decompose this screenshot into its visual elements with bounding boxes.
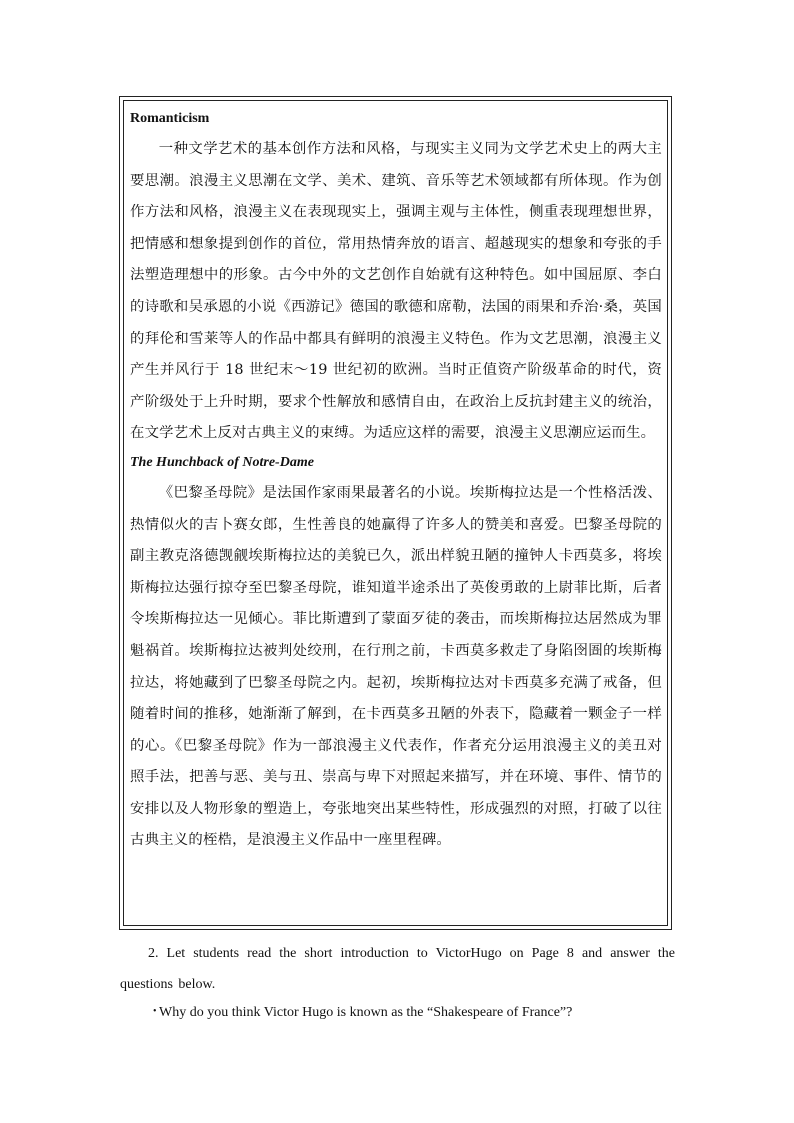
section-body-hunchback: 《巴黎圣母院》是法国作家雨果最著名的小说。埃斯梅拉达是一个性格活泼、热情似火的吉卜赛女郎，生性善良的她赢得了许多人的赞美和喜爱。巴黎圣母院的副主教克洛德觊觎埃斯梅拉达的美貌已久，派出样貌丑陋的撞钟人卡西莫多，将埃斯梅拉达强行掠夺至巴黎圣母院，谁知道半途杀出了英俊勇敢的上尉菲比斯，后者令埃斯梅拉达一见倾心。菲比斯遭到了蒙面歹徒的袭击，而埃斯梅拉达居然成为罪魁祸首。埃斯梅拉达被判处绞刑，在行刑之前，卡西莫多救走了身陷囹圄的埃斯梅拉达，将她藏到了巴黎圣母院之内。起初，埃斯梅拉达对卡西莫多充满了戒备，但随着时间的推移，她渐渐了解到，在卡西莫多丑陋的外表下，隐藏着一颗金子一样的心。《巴黎圣母院》作为一部浪漫主义代表作，作者充分运用浪漫主义的美丑对照手法，把善与恶、美与丑、崇高与卑下对照起来描写，并在环境、事件、情节的安排以及人物形象的塑造上，夸张地突出某些特性，形成强烈的对照，打破了以往古典主义的桎梏，是浪漫主义作品中一座里程碑。 <box>130 484 662 849</box>
instruction-text: 2. Let students read the short introduction to VictorHugo on Page 8 and answer the questions below. <box>120 946 675 992</box>
reading-box-inner <box>123 100 668 926</box>
reading-box <box>119 96 672 930</box>
question-item <box>120 1000 708 1025</box>
section-heading-romanticism: Romanticism <box>130 111 210 126</box>
question-text: Why do you think Victor Hugo is known as the “Shakespeare of France”? <box>159 1005 573 1020</box>
bullet-icon: • <box>153 1006 157 1017</box>
section-heading-hunchback: The Hunchback of Notre-Dame <box>130 454 314 470</box>
section-body-romanticism: 一种文学艺术的基本创作方法和风格，与现实主义同为文学艺术史上的两大主要思潮。浪漫主义思潮在文学、美术、建筑、音乐等艺术领域都有所体现。作为创作方法和风格，浪漫主义在表现现实上，强调主观与主体性，侧重表现理想世界，把情感和想象提到创作的首位，常用热情奔放的语言、超越现实的想象和夸张的手法塑造理想中的形象。古今中外的文艺创作自始就有这种特色。如中国屈原、李白的诗歌和吴承恩的小说《西游记》德国的歌德和席勒，法国的雨果和乔治·桑，英国的拜伦和雪莱等人的作品中都具有鲜明的浪漫主义特色。作为文艺思潮，浪漫主义产生并风行于 18 世纪末～19 世纪初的欧洲。当时正值资产阶级革命的时代，资产阶级处于上升时期，要求个性解放和感情自由，在政治上反抗封建主义的统治，在文学艺术上反对古典主义的束缚。为适应这样的需要，浪漫主义思潮应运而生。 <box>130 141 662 442</box>
